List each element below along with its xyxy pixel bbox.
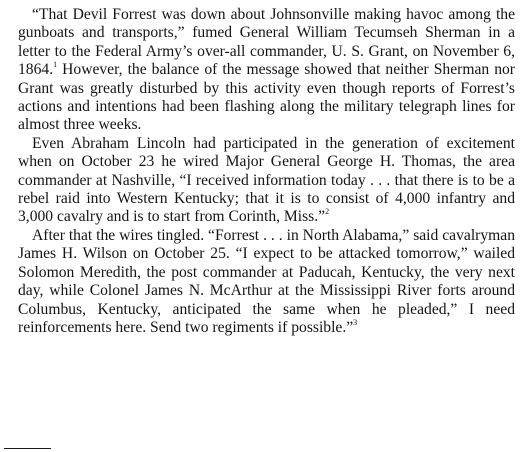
footnote-marker: 3 xyxy=(353,317,358,327)
footnote-divider xyxy=(4,448,51,449)
footnote-marker: 2 xyxy=(325,207,330,217)
document-page xyxy=(18,6,515,337)
footnote-marker: 1 xyxy=(53,60,58,70)
paragraph-text-continued: However, the balance of the message showed that neither Sherman nor Grant was greatly disturbed by this activity even though reports of Forrest’s actions and intentions had been flashing along the military telegraph lines for almost three weeks. xyxy=(18,61,515,134)
paragraph-text: After that the wires tingled. “Forrest . . . in North Alabama,” said cavalryman James H. Wilson on October 25. “I expect to be attacked tomorrow,” wailed Solomon Meredith, the post commander at Paducah, Kentucky, the very next day, while Colonel James N. McArthur at the Mississippi River forts around Columbus, Kentucky, anticipated the same when he pleaded,” I need reinforcements here. Send two regiments if possible.” xyxy=(18,226,515,336)
paragraph-text: “That Devil Forrest was down about Johnsonville making havoc among the gunboats and transports,” fumed General William Tecumseh Sherman in a letter to the Federal Army’s over-all commander, U. S. Grant, on November 6, 1864. xyxy=(18,6,515,79)
paragraph-wires-tingled xyxy=(18,227,515,337)
paragraph-lincoln-wire xyxy=(18,135,515,227)
paragraph-text: Even Abraham Lincoln had participated in the generation of excitement when on October 23 he wired Major General George H. Thomas, the area commander at Nashville, “I received information today . . . that there is to be a rebel raid into Western Kentucky; that it is to consist of 4,000 infantry and 3,000 cavalry and is to start from Corinth, Miss.” xyxy=(18,134,515,226)
paragraph-sherman-letter xyxy=(18,6,515,135)
